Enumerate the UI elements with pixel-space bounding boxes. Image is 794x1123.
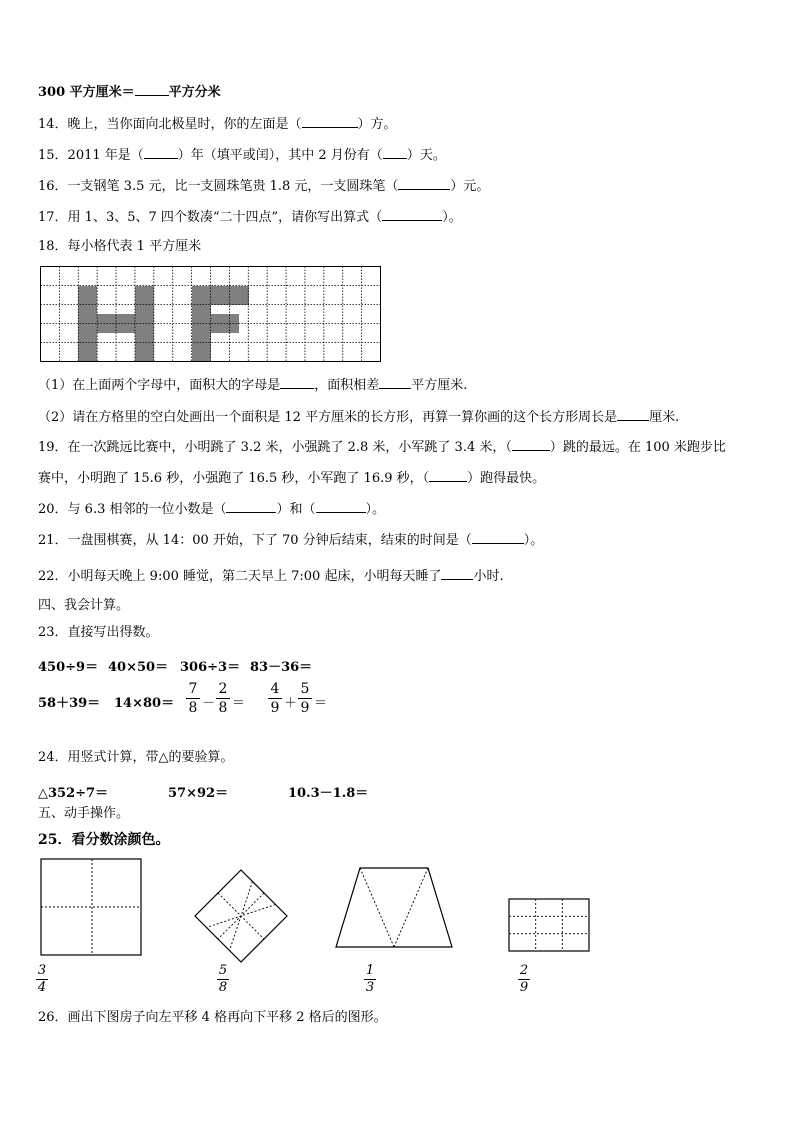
denominator: 9 [300,700,310,716]
text: 22．小明每天晚上 9:00 睡觉，第二天早上 7:00 起床，小明每天睡了 [38,569,442,584]
text: ）跑得最快。 [467,471,546,486]
answer-blank[interactable] [429,469,467,482]
numerator: 2 [218,681,228,697]
text: 平方分米 [168,85,221,100]
question-20 [38,500,385,518]
fraction-label [518,964,530,995]
text: 15．2011 年是（ [38,148,144,163]
fraction-label [217,964,229,995]
text: 平方厘米. [411,378,468,393]
denominator: 9 [270,700,280,716]
denominator: 8 [218,980,228,995]
question-18 [38,239,201,255]
fraction-label [364,964,376,995]
fraction [268,681,282,716]
calc-item: 450÷9＝ [38,660,99,675]
question-19-line-1 [38,438,726,456]
letter-f [192,286,249,362]
calc-item: △352÷7＝ [38,786,109,801]
answer-blank[interactable] [383,146,407,159]
answer-blank[interactable] [441,567,473,580]
numerator: 1 [365,963,375,978]
text: （1）在上面两个字母中，面积大的字母是 [38,378,281,393]
question-26 [38,1010,387,1026]
text: 19．在一次跳远比赛中，小明跳了 3.2 米，小强跳了 2.8 米，小军跳了 3.4 米，（ [38,440,512,455]
text: 四、我会计算。 [38,598,130,613]
equals: ＝ [314,696,328,711]
text: ）元。 [450,179,490,194]
letter-grid[interactable] [40,266,382,362]
question-14 [38,115,397,133]
calc-item: 57×92＝ [168,786,229,801]
question-16 [38,177,489,195]
calc-item: 306÷3＝ [180,660,241,675]
denominator: 3 [365,980,375,995]
trapezoid-thirds-shape[interactable] [334,866,454,950]
text: ）年（填平或闰），其中 2 月份有（ [177,148,383,163]
operator: － [202,696,216,711]
q13-tail [38,83,221,101]
calc-item: 83－36＝ [250,660,313,675]
calc-item: 10.3－1.8＝ [288,786,369,801]
text: ）方。 [357,117,397,132]
text: ）跳的最远。在 100 米跑步比 [549,440,726,455]
answer-blank[interactable] [280,376,314,389]
text: （2）请在方格里的空白处画出一个面积是 12 平方厘米的长方形，再算一算你画的这个长方形周长是 [38,410,618,425]
answer-blank[interactable] [144,146,178,159]
answer-blank[interactable] [379,376,411,389]
text: 18．每小格代表 1 平方厘米 [38,239,202,254]
numerator: 2 [519,963,529,978]
answer-blank[interactable] [382,208,442,221]
calc-item: 40×50＝ [108,660,169,675]
operator: ＋ [284,696,298,711]
text: 24．用竖式计算，带△的要验算。 [38,750,234,765]
section-4-title [38,598,129,614]
equals: ＝ [232,696,246,711]
question-19-line-2 [38,469,545,487]
text: ）。 [365,502,386,517]
fraction [216,681,230,716]
question-24 [38,750,234,766]
numerator: 7 [188,681,198,697]
answer-blank[interactable] [302,115,358,128]
text: 21．一盘围棋赛，从 14：00 开始，下了 70 分钟后结束，结束的时间是（ [38,533,472,548]
answer-blank[interactable] [316,500,366,513]
answer-blank[interactable] [512,438,550,451]
question-23 [38,625,159,641]
denominator: 9 [519,980,529,995]
numerator: 3 [37,963,47,978]
text: 17．用 1、3、5、7 四个数凑“二十四点”，请你写出算式（ [38,210,383,225]
text: ）和（ [276,502,316,517]
section-5-title [38,806,129,822]
text: 14．晚上，当你面向北极星时，你的左面是（ [38,117,302,132]
numerator: 5 [218,963,228,978]
text: ，面积相差 [314,378,380,393]
text: 赛中，小明跑了 15.6 秒，小强跑了 16.5 秒，小军跑了 16.9 秒，（ [38,471,430,486]
calc-item: 14×80＝ [114,696,175,711]
fraction-label [36,964,48,995]
text: 20．与 6.3 相邻的一位小数是（ [38,502,227,517]
fraction [298,681,312,716]
question-18-2 [38,408,679,426]
denominator: 8 [218,700,228,716]
calc-item: 58＋39＝ [38,696,101,711]
fraction [186,681,200,716]
numerator: 5 [300,681,310,697]
text: ）。 [442,210,462,225]
text: 26．画出下图房子向左平移 4 格再向下平移 2 格后的图形。 [38,1010,387,1025]
text: 300 平方厘米＝ [38,85,135,100]
answer-blank[interactable] [398,177,450,190]
text: 小时. [473,569,504,584]
rectangle-ninths-shape[interactable] [508,898,590,952]
question-17 [38,208,462,226]
denominator: 4 [37,980,47,995]
text: ）天。 [406,148,446,163]
answer-blank[interactable] [135,83,169,96]
question-22 [38,567,504,585]
text: 23．直接写出得数。 [38,625,159,640]
answer-blank[interactable] [472,531,524,544]
denominator: 8 [188,700,198,716]
text: 16．一支钢笔 3.5 元，比一支圆珠笔贵 1.8 元，一支圆珠笔（ [38,179,399,194]
text: 厘米. [649,410,680,425]
numerator: 4 [270,681,280,697]
answer-blank[interactable] [226,500,276,513]
answer-blank[interactable] [617,408,649,421]
question-25 [38,832,169,848]
diamond-eighths-shape[interactable] [193,868,289,964]
question-15 [38,146,446,164]
question-18-1 [38,376,467,394]
square-quarters-shape[interactable] [40,858,142,956]
text: ）。 [523,533,544,548]
text: 25．看分数涂颜色。 [38,832,170,848]
text: 五、动手操作。 [38,806,130,821]
question-21 [38,531,543,549]
